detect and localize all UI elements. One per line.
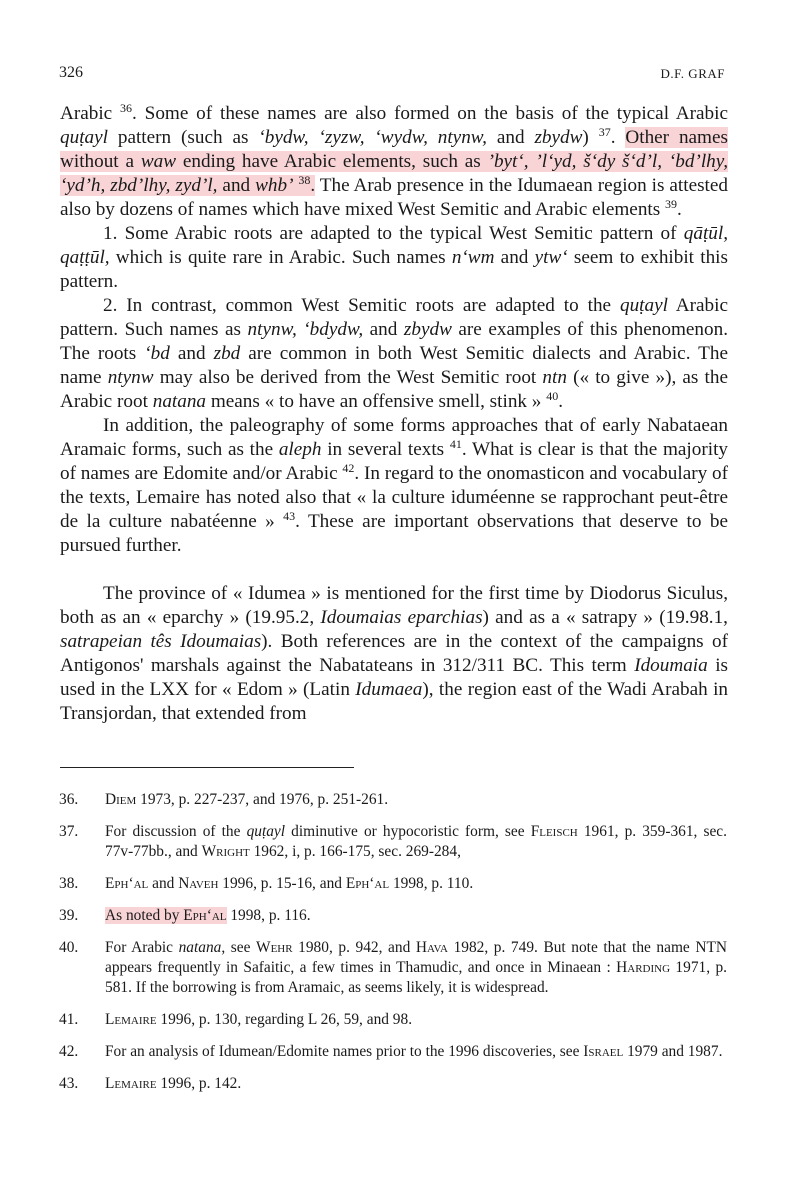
footnotes [59, 790, 727, 1106]
paragraph-idumea-province: The province of « Idumea » is mentioned for the first time by Diodorus Siculus, both as an « eparchy » (19.95.2, Idoumaias eparchias) and as a « satrapy » (19.98.1, satrapeian tês Idoumaias). Both references are in the context of the campaigns of Antigonos' marshals against the Nabatateans in 312/311 BC. This term Idoumaia is used in the LXX for « Edom » (Latin Idumaea), the region east of the Wadi Arabah in Transjordan, that extended from [60, 583, 728, 724]
footnote-ref-39[interactable]: 39 [665, 197, 678, 211]
footnote-ref-40[interactable]: 40 [546, 389, 559, 403]
footnote-36: 36. Diem 1973, p. 227-237, and 1976, p. 251-261. [59, 791, 389, 808]
body-text [60, 102, 728, 726]
paragraph-paleography: In addition, the paleography of some forms approaches that of early Nabataean Aramaic forms, such as the aleph in several texts $^{41}$. What is clear is that the majority of names are Edomite and/or Arabic $^{42}$. In regard to the onomasticon and vocabulary of the texts, Lemaire has noted also that « la culture iduméenne se rapprochant peut-être de la culture nabatéenne » $^{43}$. These are important observations that deserve to be pursued further. [60, 415, 729, 556]
footnote-ref-37[interactable]: 37 [598, 125, 611, 139]
paragraph-point-2: 2. In contrast, common West Semitic roots are adapted to the quṭayl Arabic pattern. Such names as ntynw, ‘bdydw, and zbydw are examples of this phenomenon. The roots ‘bd and zbd are common in both West Semitic dialects and Arabic. The name ntynw may also be derived from the West Semitic root ntn (« to give »), as the Arabic root natana means « to have an offensive smell, stink » $^{40}$. [60, 295, 728, 412]
footnote-40: 40. For Arabic natana, see Wehr 1980, p. 942, and Hava 1982, p. 749. But note that the name NTN appears frequently in Safaitic, a few times in Thamudic, and once in Minaean : Harding 1971, p. 581. If the borrowing is from Aramaic, as seems likely, it is widespread. [59, 939, 727, 996]
footnote-43: 43. Lemaire 1996, p. 142. [59, 1075, 242, 1092]
footnote-38: 38. Eph‘al and Naveh 1996, p. 15-16, and Eph‘al 1998, p. 110. [59, 875, 474, 892]
footnote-39: 39. As noted by Eph‘al 1998, p. 116. [59, 907, 311, 924]
paragraph-point-1: 1. Some Arabic roots are adapted to the typical West Semitic pattern of qāṭūl, qaṭṭūl, which is quite rare in Arabic. Such names n‘wm and ytw‘ seem to exhibit this pattern. [60, 223, 728, 292]
footnote-ref-42[interactable]: 42 [342, 461, 355, 475]
page-number: 326 [59, 64, 83, 81]
footnote-ref-36[interactable]: 36 [120, 101, 133, 115]
highlighted-passage[interactable]: Other names without a waw ending have Arabic elements, such as ’byt‘, ’l‘yd, š‘dy š‘d’l, ‘bd’lhy, ‘yd’h, zbd’lhy, zyd’l, and whb’ $^{38}$. [60, 127, 728, 196]
footnote-ref-41[interactable]: 41 [449, 437, 462, 451]
running-head: D.F. GRAF [660, 66, 725, 81]
footnote-ref-38[interactable]: 38 [298, 173, 311, 187]
footnote-divider [60, 767, 354, 768]
footnote-ref-43[interactable]: 43 [283, 509, 296, 523]
section-gap [60, 558, 728, 582]
highlighted-footnote-text[interactable]: As noted by Eph‘al [105, 907, 227, 924]
footnote-41: 41. Lemaire 1996, p. 130, regarding L 26, 59, and 98. [59, 1011, 413, 1028]
footnote-37: 37. For discussion of the quṭayl diminutive or hypocoristic form, see Fleisch 1961, p. 359-361, sec. 77v-77bb., and Wright 1962, i, p. 166-175, sec. 269-284, [59, 823, 727, 860]
page-header [59, 64, 725, 86]
paragraph-arabic-names: Arabic $^{36}$. Some of these names are also formed on the basis of the typical Arabic quṭayl pattern (such as ‘bydw, ‘zyzw, ‘wydw, ntynw, and zbydw) $^{37}$. Other names without a waw ending have Arabic elements, such as ’byt‘, ’l‘yd, š‘dy š‘d’l, ‘bd’lhy, ‘yd’h, zbd’lhy, zyd’l, and whb’ $^{38}$. The Arab presence in the Idumaean region is attested also by dozens of names which have mixed West Semitic and Arabic elements $^{39}$. [60, 101, 728, 220]
footnote-42: 42. For an analysis of Idumean/Edomite names prior to the 1996 discoveries, see Israel 1979 and 1987. [59, 1043, 723, 1060]
